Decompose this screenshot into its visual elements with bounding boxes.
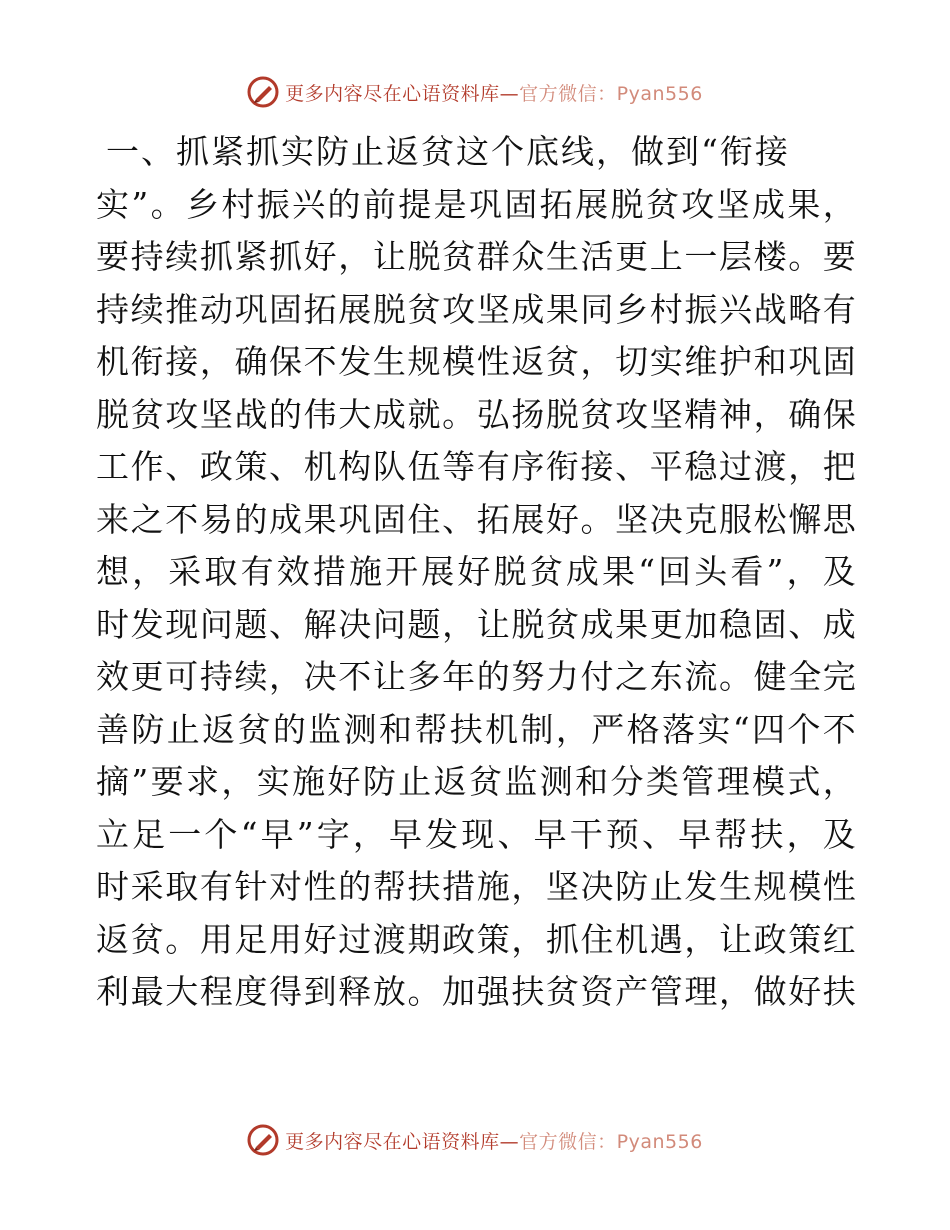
watermark-contact: 官方微信：Pyan556 (519, 1130, 703, 1153)
watermark-main-text: 更多内容尽在心语资料库 (285, 82, 500, 105)
paragraph-line: 机 衔 接 ， 确 保 不 发 生 规 模 性 返 贫 ， 切 实 维 护 和 巩 固 (96, 342, 856, 381)
paragraph-line: 想 ， 采 取 有 效 措 施 开 展 好 脱 贫 成 果 “ 回 头 看 ” ， 及 (96, 552, 856, 591)
paragraph-line: 来 之 不 易 的 成 果 巩 固 住 、 拓 展 好 。 坚 决 克 服 松 懈 思 (96, 499, 856, 539)
paragraph-line: 脱 贫 攻 坚 战 的 伟 大 成 就 。 弘 扬 脱 贫 攻 坚 精 神 ， 确 保 (96, 394, 856, 434)
paragraph-line: 持 续 推 动 巩 固 拓 展 脱 贫 攻 坚 成 果 同 乡 村 振 兴 战 略 有 (96, 289, 856, 329)
header-watermark (0, 72, 950, 112)
pen-logo-icon (247, 1124, 279, 1156)
paragraph-line: 效 更 可 持 续 ， 决 不 让 多 年 的 努 力 付 之 东 流 。 健 全 完 (96, 657, 856, 696)
paragraph-line: 一、抓紧抓实防止返贫这个底线，做到“衔接 (106, 132, 790, 171)
paragraph-line: 立 足 一 个 “ 早 ” 字 ， 早 发 现 、 早 干 预 、 早 帮 扶 ， 及 (96, 814, 856, 854)
watermark-text (285, 79, 703, 106)
footer-watermark (0, 1120, 950, 1160)
paragraph-line: 实 ” 。 乡 村 振 兴 的 前 提 是 巩 固 拓 展 脱 贫 攻 坚 成 果 ， (96, 184, 856, 224)
paragraph-line: 善 防 止 返 贫 的 监 测 和 帮 扶 机 制 ， 严 格 落 实 “ 四 个 不 (96, 709, 856, 749)
paragraph-line: 时 发 现 问 题 、 解 决 问 题 ， 让 脱 贫 成 果 更 加 稳 固 、 成 (96, 604, 856, 644)
watermark-contact: 官方微信：Pyan556 (519, 82, 703, 105)
paragraph-line: 摘 ” 要 求 ， 实 施 好 防 止 返 贫 监 测 和 分 类 管 理 模 式 ， (96, 762, 856, 801)
watermark-main-text: 更多内容尽在心语资料库 (285, 1130, 500, 1153)
paragraph-line: 要 持 续 抓 紧 抓 好 ， 让 脱 贫 群 众 生 活 更 上 一 层 楼 。 要 (96, 237, 856, 276)
watermark-separator: — (499, 1130, 520, 1153)
pen-logo-icon (247, 76, 279, 108)
document-body (96, 126, 856, 1019)
paragraph-line: 工 作 、 政 策 、 机 构 队 伍 等 有 序 衔 接 、 平 稳 过 渡 ， 把 (96, 447, 856, 486)
watermark-text (285, 1127, 703, 1154)
paragraph-line: 返 贫 。 用 足 用 好 过 渡 期 政 策 ， 抓 住 机 遇 ， 让 政 策 红 (96, 919, 856, 959)
watermark-separator: — (499, 82, 520, 105)
paragraph-line: 时 采 取 有 针 对 性 的 帮 扶 措 施 ， 坚 决 防 止 发 生 规 模 性 (96, 867, 856, 906)
paragraph-line: 利 最 大 程 度 得 到 释 放 。 加 强 扶 贫 资 产 管 理 ， 做 好 扶 (96, 972, 856, 1011)
